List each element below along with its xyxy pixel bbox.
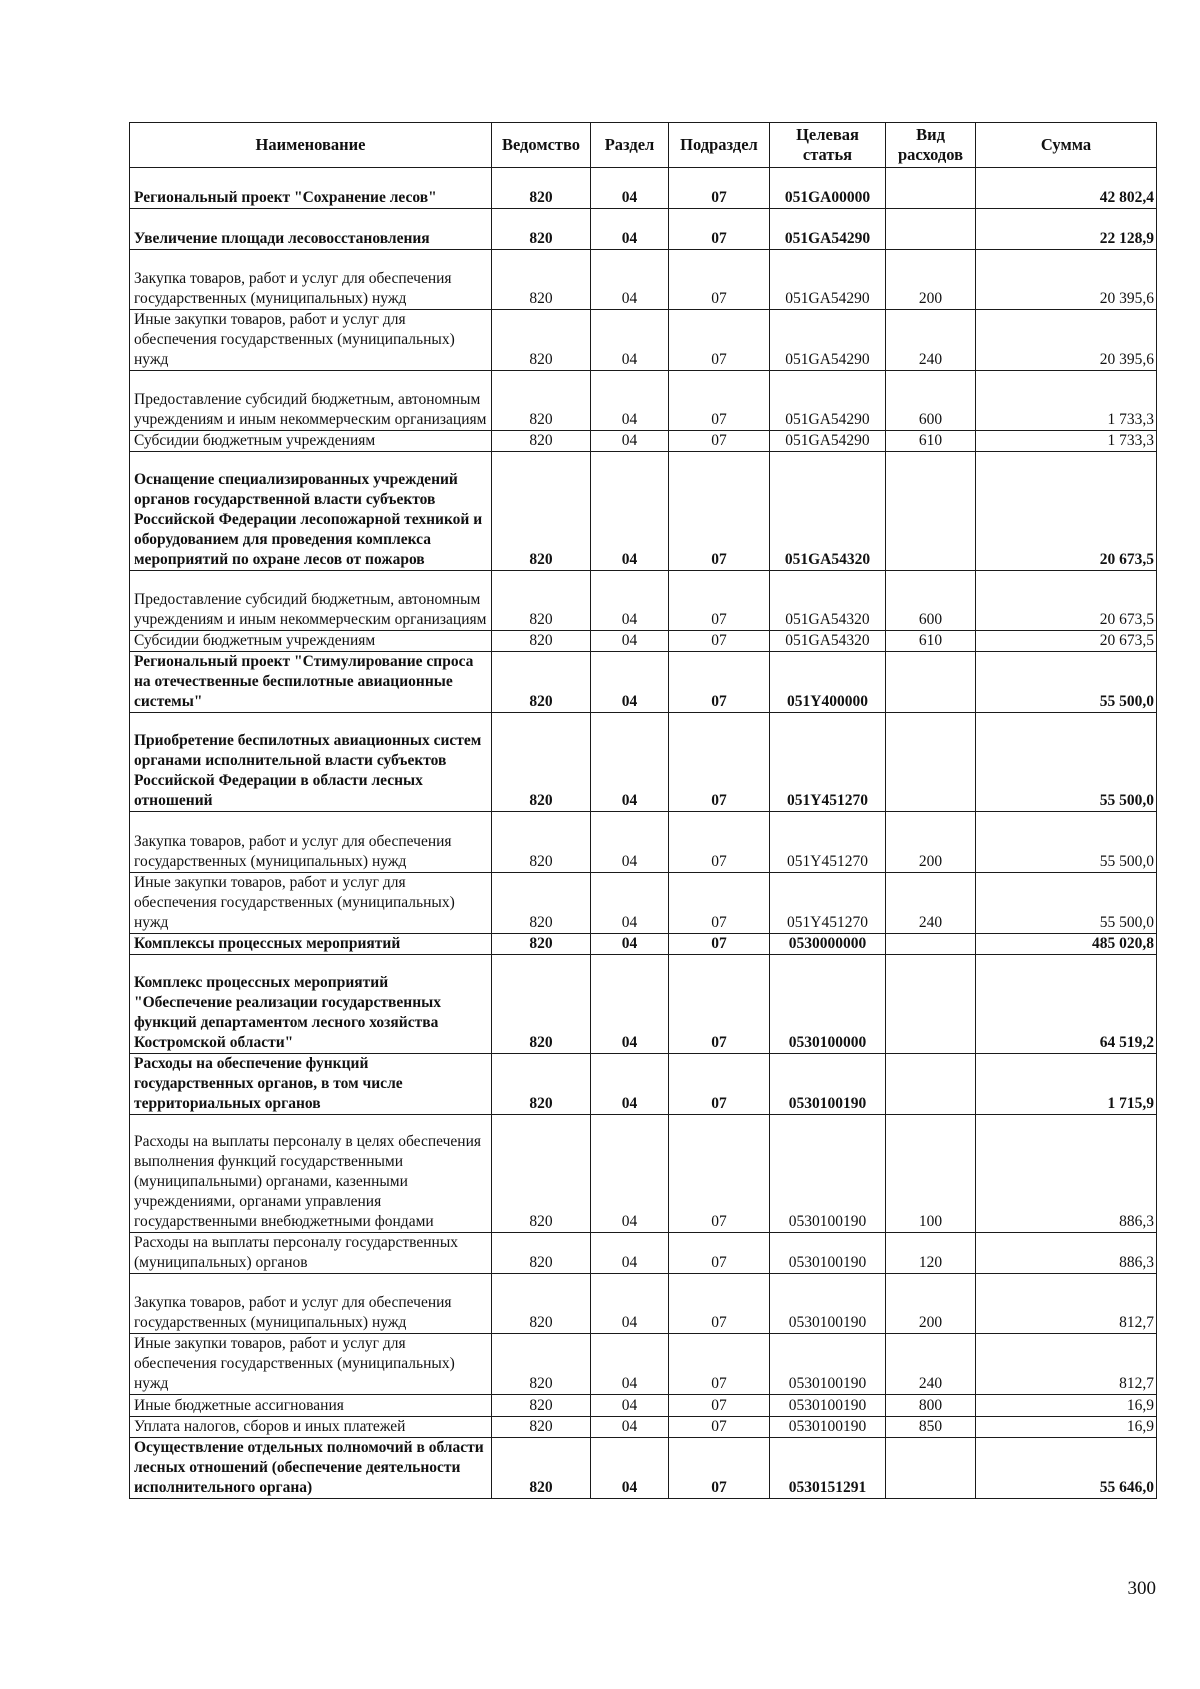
cell-target-article: 0530100190 [770, 1395, 886, 1416]
cell-expense-type: 600 [886, 570, 976, 630]
cell-name: Региональный проект "Сохранение лесов" [130, 168, 492, 209]
cell-subsection: 07 [669, 1395, 770, 1416]
cell-department: 820 [492, 1274, 591, 1334]
cell-department: 820 [492, 249, 591, 309]
table-row [130, 872, 1157, 933]
cell-name: Иные закупки товаров, работ и услуг для обеспечения государственных (муниципальных) нужд [130, 872, 492, 933]
cell-expense-type [886, 933, 976, 954]
cell-amount: 886,3 [976, 1114, 1157, 1232]
cell-subsection: 07 [669, 812, 770, 872]
cell-name: Закупка товаров, работ и услуг для обеспечения государственных (муниципальных) нужд [130, 249, 492, 309]
cell-expense-type: 240 [886, 872, 976, 933]
table-row [130, 630, 1157, 651]
cell-name: Расходы на обеспечение функций государственных органов, в том числе территориальных органов [130, 1053, 492, 1114]
cell-name: Иные бюджетные ассигнования [130, 1395, 492, 1416]
cell-section: 04 [591, 1053, 669, 1114]
cell-name: Расходы на выплаты персоналу в целях обеспечения выполнения функций государственными (муниципальными) органами, казенными учреждениями, органами управления государственными внебюджетными фондами [130, 1114, 492, 1232]
cell-amount: 886,3 [976, 1233, 1157, 1274]
cell-target-article: 051Y451270 [770, 872, 886, 933]
cell-department: 820 [492, 168, 591, 209]
cell-expense-type [886, 452, 976, 570]
cell-target-article: 051GA54320 [770, 570, 886, 630]
cell-target-article: 0530100190 [770, 1114, 886, 1232]
table-row [130, 1416, 1157, 1437]
cell-department: 820 [492, 570, 591, 630]
cell-target-article: 0530100190 [770, 1334, 886, 1395]
cell-section: 04 [591, 249, 669, 309]
cell-target-article: 051GA54290 [770, 208, 886, 249]
cell-subsection: 07 [669, 208, 770, 249]
cell-department: 820 [492, 430, 591, 451]
cell-target-article: 051GA54290 [770, 370, 886, 430]
cell-target-article: 051GA54290 [770, 249, 886, 309]
cell-target-article: 0530151291 [770, 1438, 886, 1499]
cell-department: 820 [492, 812, 591, 872]
cell-name: Комплексы процессных мероприятий [130, 933, 492, 954]
cell-expense-type: 100 [886, 1114, 976, 1232]
cell-amount: 20 395,6 [976, 309, 1157, 370]
cell-target-article: 0530100190 [770, 1053, 886, 1114]
cell-name: Иные закупки товаров, работ и услуг для обеспечения государственных (муниципальных) нужд [130, 309, 492, 370]
cell-target-article: 051GA54290 [770, 309, 886, 370]
cell-name: Иные закупки товаров, работ и услуг для обеспечения государственных (муниципальных) нужд [130, 1334, 492, 1395]
cell-expense-type [886, 168, 976, 209]
cell-subsection: 07 [669, 713, 770, 812]
table-row [130, 1114, 1157, 1232]
cell-expense-type: 200 [886, 1274, 976, 1334]
table-row [130, 370, 1157, 430]
cell-amount: 20 673,5 [976, 630, 1157, 651]
cell-expense-type: 200 [886, 812, 976, 872]
cell-target-article: 051GA54320 [770, 630, 886, 651]
cell-amount: 812,7 [976, 1334, 1157, 1395]
cell-name: Приобретение беспилотных авиационных систем органами исполнительной власти субъектов Российской Федерации в области лесных отношений [130, 713, 492, 812]
cell-section: 04 [591, 370, 669, 430]
cell-subsection: 07 [669, 430, 770, 451]
cell-expense-type [886, 713, 976, 812]
table-row [130, 713, 1157, 812]
table-row [130, 1438, 1157, 1499]
cell-amount: 16,9 [976, 1395, 1157, 1416]
cell-department: 820 [492, 370, 591, 430]
cell-expense-type [886, 208, 976, 249]
cell-subsection: 07 [669, 1053, 770, 1114]
header-expense-type: Вид расходов [886, 123, 976, 168]
cell-department: 820 [492, 872, 591, 933]
cell-subsection: 07 [669, 370, 770, 430]
cell-amount: 20 673,5 [976, 570, 1157, 630]
cell-department: 820 [492, 933, 591, 954]
cell-amount: 20 395,6 [976, 249, 1157, 309]
cell-section: 04 [591, 1438, 669, 1499]
cell-expense-type: 610 [886, 630, 976, 651]
budget-table [129, 122, 1157, 1499]
header-department: Ведомство [492, 123, 591, 168]
cell-department: 820 [492, 630, 591, 651]
table-row [130, 570, 1157, 630]
cell-expense-type [886, 1053, 976, 1114]
table-row [130, 208, 1157, 249]
cell-section: 04 [591, 168, 669, 209]
cell-section: 04 [591, 713, 669, 812]
cell-subsection: 07 [669, 652, 770, 713]
cell-subsection: 07 [669, 1416, 770, 1437]
cell-section: 04 [591, 872, 669, 933]
table-row [130, 452, 1157, 570]
cell-target-article: 051GA54320 [770, 452, 886, 570]
cell-expense-type [886, 954, 976, 1053]
cell-department: 820 [492, 713, 591, 812]
cell-amount: 1 715,9 [976, 1053, 1157, 1114]
header-subsection: Подраздел [669, 123, 770, 168]
table-row [130, 249, 1157, 309]
table-row [130, 168, 1157, 209]
header-section: Раздел [591, 123, 669, 168]
cell-department: 820 [492, 1334, 591, 1395]
cell-name: Предоставление субсидий бюджетным, автономным учреждениям и иным некоммерческим организациям [130, 570, 492, 630]
cell-subsection: 07 [669, 1274, 770, 1334]
cell-name: Оснащение специализированных учреждений органов государственной власти субъектов Российской Федерации лесопожарной техникой и оборудованием для проведения комплекса мероприятий по охране лесов от пожаров [130, 452, 492, 570]
cell-amount: 42 802,4 [976, 168, 1157, 209]
cell-expense-type: 240 [886, 309, 976, 370]
cell-section: 04 [591, 630, 669, 651]
cell-amount: 22 128,9 [976, 208, 1157, 249]
cell-subsection: 07 [669, 933, 770, 954]
cell-section: 04 [591, 1416, 669, 1437]
cell-amount: 55 500,0 [976, 812, 1157, 872]
cell-name: Закупка товаров, работ и услуг для обеспечения государственных (муниципальных) нужд [130, 1274, 492, 1334]
cell-name: Предоставление субсидий бюджетным, автономным учреждениям и иным некоммерческим организациям [130, 370, 492, 430]
cell-expense-type [886, 1438, 976, 1499]
table-row [130, 430, 1157, 451]
header-amount: Сумма [976, 123, 1157, 168]
cell-section: 04 [591, 570, 669, 630]
cell-section: 04 [591, 1274, 669, 1334]
cell-department: 820 [492, 1114, 591, 1232]
cell-name: Региональный проект "Стимулирование спроса на отечественные беспилотные авиационные системы" [130, 652, 492, 713]
cell-target-article: 051GA00000 [770, 168, 886, 209]
cell-subsection: 07 [669, 630, 770, 651]
table-row [130, 309, 1157, 370]
cell-target-article: 0530100190 [770, 1274, 886, 1334]
cell-department: 820 [492, 452, 591, 570]
cell-section: 04 [591, 1233, 669, 1274]
cell-expense-type: 800 [886, 1395, 976, 1416]
cell-expense-type: 200 [886, 249, 976, 309]
cell-amount: 20 673,5 [976, 452, 1157, 570]
cell-target-article: 051GA54290 [770, 430, 886, 451]
table-body [130, 168, 1157, 1499]
cell-section: 04 [591, 1395, 669, 1416]
table-row [130, 1053, 1157, 1114]
cell-name: Комплекс процессных мероприятий "Обеспечение реализации государственных функций департаментом лесного хозяйства Костромской области" [130, 954, 492, 1053]
cell-section: 04 [591, 1334, 669, 1395]
cell-subsection: 07 [669, 570, 770, 630]
table-row [130, 1274, 1157, 1334]
cell-department: 820 [492, 309, 591, 370]
cell-target-article: 051Y451270 [770, 713, 886, 812]
cell-name: Закупка товаров, работ и услуг для обеспечения государственных (муниципальных) нужд [130, 812, 492, 872]
table-row [130, 812, 1157, 872]
cell-name: Уплата налогов, сборов и иных платежей [130, 1416, 492, 1437]
cell-expense-type: 240 [886, 1334, 976, 1395]
cell-section: 04 [591, 933, 669, 954]
cell-section: 04 [591, 208, 669, 249]
table-header-row [130, 123, 1157, 168]
cell-expense-type: 120 [886, 1233, 976, 1274]
cell-amount: 64 519,2 [976, 954, 1157, 1053]
cell-amount: 16,9 [976, 1416, 1157, 1437]
cell-expense-type: 610 [886, 430, 976, 451]
cell-subsection: 07 [669, 452, 770, 570]
cell-subsection: 07 [669, 1438, 770, 1499]
cell-amount: 55 500,0 [976, 872, 1157, 933]
header-name: Наименование [130, 123, 492, 168]
cell-amount: 55 500,0 [976, 713, 1157, 812]
table-row [130, 1395, 1157, 1416]
cell-name: Осуществление отдельных полномочий в области лесных отношений (обеспечение деятельности исполнительного органа) [130, 1438, 492, 1499]
cell-expense-type [886, 652, 976, 713]
cell-section: 04 [591, 430, 669, 451]
cell-subsection: 07 [669, 1334, 770, 1395]
cell-section: 04 [591, 812, 669, 872]
header-target-article: Целевая статья [770, 123, 886, 168]
cell-subsection: 07 [669, 309, 770, 370]
cell-department: 820 [492, 954, 591, 1053]
cell-name: Субсидии бюджетным учреждениям [130, 430, 492, 451]
cell-department: 820 [492, 652, 591, 713]
cell-subsection: 07 [669, 1233, 770, 1274]
cell-department: 820 [492, 1438, 591, 1499]
cell-department: 820 [492, 1053, 591, 1114]
table-row [130, 652, 1157, 713]
cell-subsection: 07 [669, 249, 770, 309]
cell-amount: 55 500,0 [976, 652, 1157, 713]
cell-section: 04 [591, 309, 669, 370]
cell-expense-type: 850 [886, 1416, 976, 1437]
cell-name: Субсидии бюджетным учреждениям [130, 630, 492, 651]
cell-name: Увеличение площади лесовосстановления [130, 208, 492, 249]
cell-target-article: 0530100190 [770, 1416, 886, 1437]
cell-subsection: 07 [669, 954, 770, 1053]
cell-expense-type: 600 [886, 370, 976, 430]
cell-amount: 485 020,8 [976, 933, 1157, 954]
cell-amount: 55 646,0 [976, 1438, 1157, 1499]
cell-section: 04 [591, 1114, 669, 1232]
cell-subsection: 07 [669, 168, 770, 209]
cell-department: 820 [492, 1233, 591, 1274]
cell-department: 820 [492, 208, 591, 249]
cell-department: 820 [492, 1395, 591, 1416]
table-row [130, 1233, 1157, 1274]
cell-name: Расходы на выплаты персоналу государственных (муниципальных) органов [130, 1233, 492, 1274]
cell-amount: 1 733,3 [976, 430, 1157, 451]
cell-target-article: 0530000000 [770, 933, 886, 954]
cell-section: 04 [591, 652, 669, 713]
page-number: 300 [1127, 1578, 1156, 1599]
table-row [130, 954, 1157, 1053]
cell-amount: 1 733,3 [976, 370, 1157, 430]
cell-section: 04 [591, 954, 669, 1053]
table-row [130, 933, 1157, 954]
cell-target-article: 051Y400000 [770, 652, 886, 713]
cell-subsection: 07 [669, 1114, 770, 1232]
cell-target-article: 0530100000 [770, 954, 886, 1053]
table-row [130, 1334, 1157, 1395]
cell-department: 820 [492, 1416, 591, 1437]
cell-subsection: 07 [669, 872, 770, 933]
cell-amount: 812,7 [976, 1274, 1157, 1334]
cell-target-article: 051Y451270 [770, 812, 886, 872]
cell-section: 04 [591, 452, 669, 570]
cell-target-article: 0530100190 [770, 1233, 886, 1274]
